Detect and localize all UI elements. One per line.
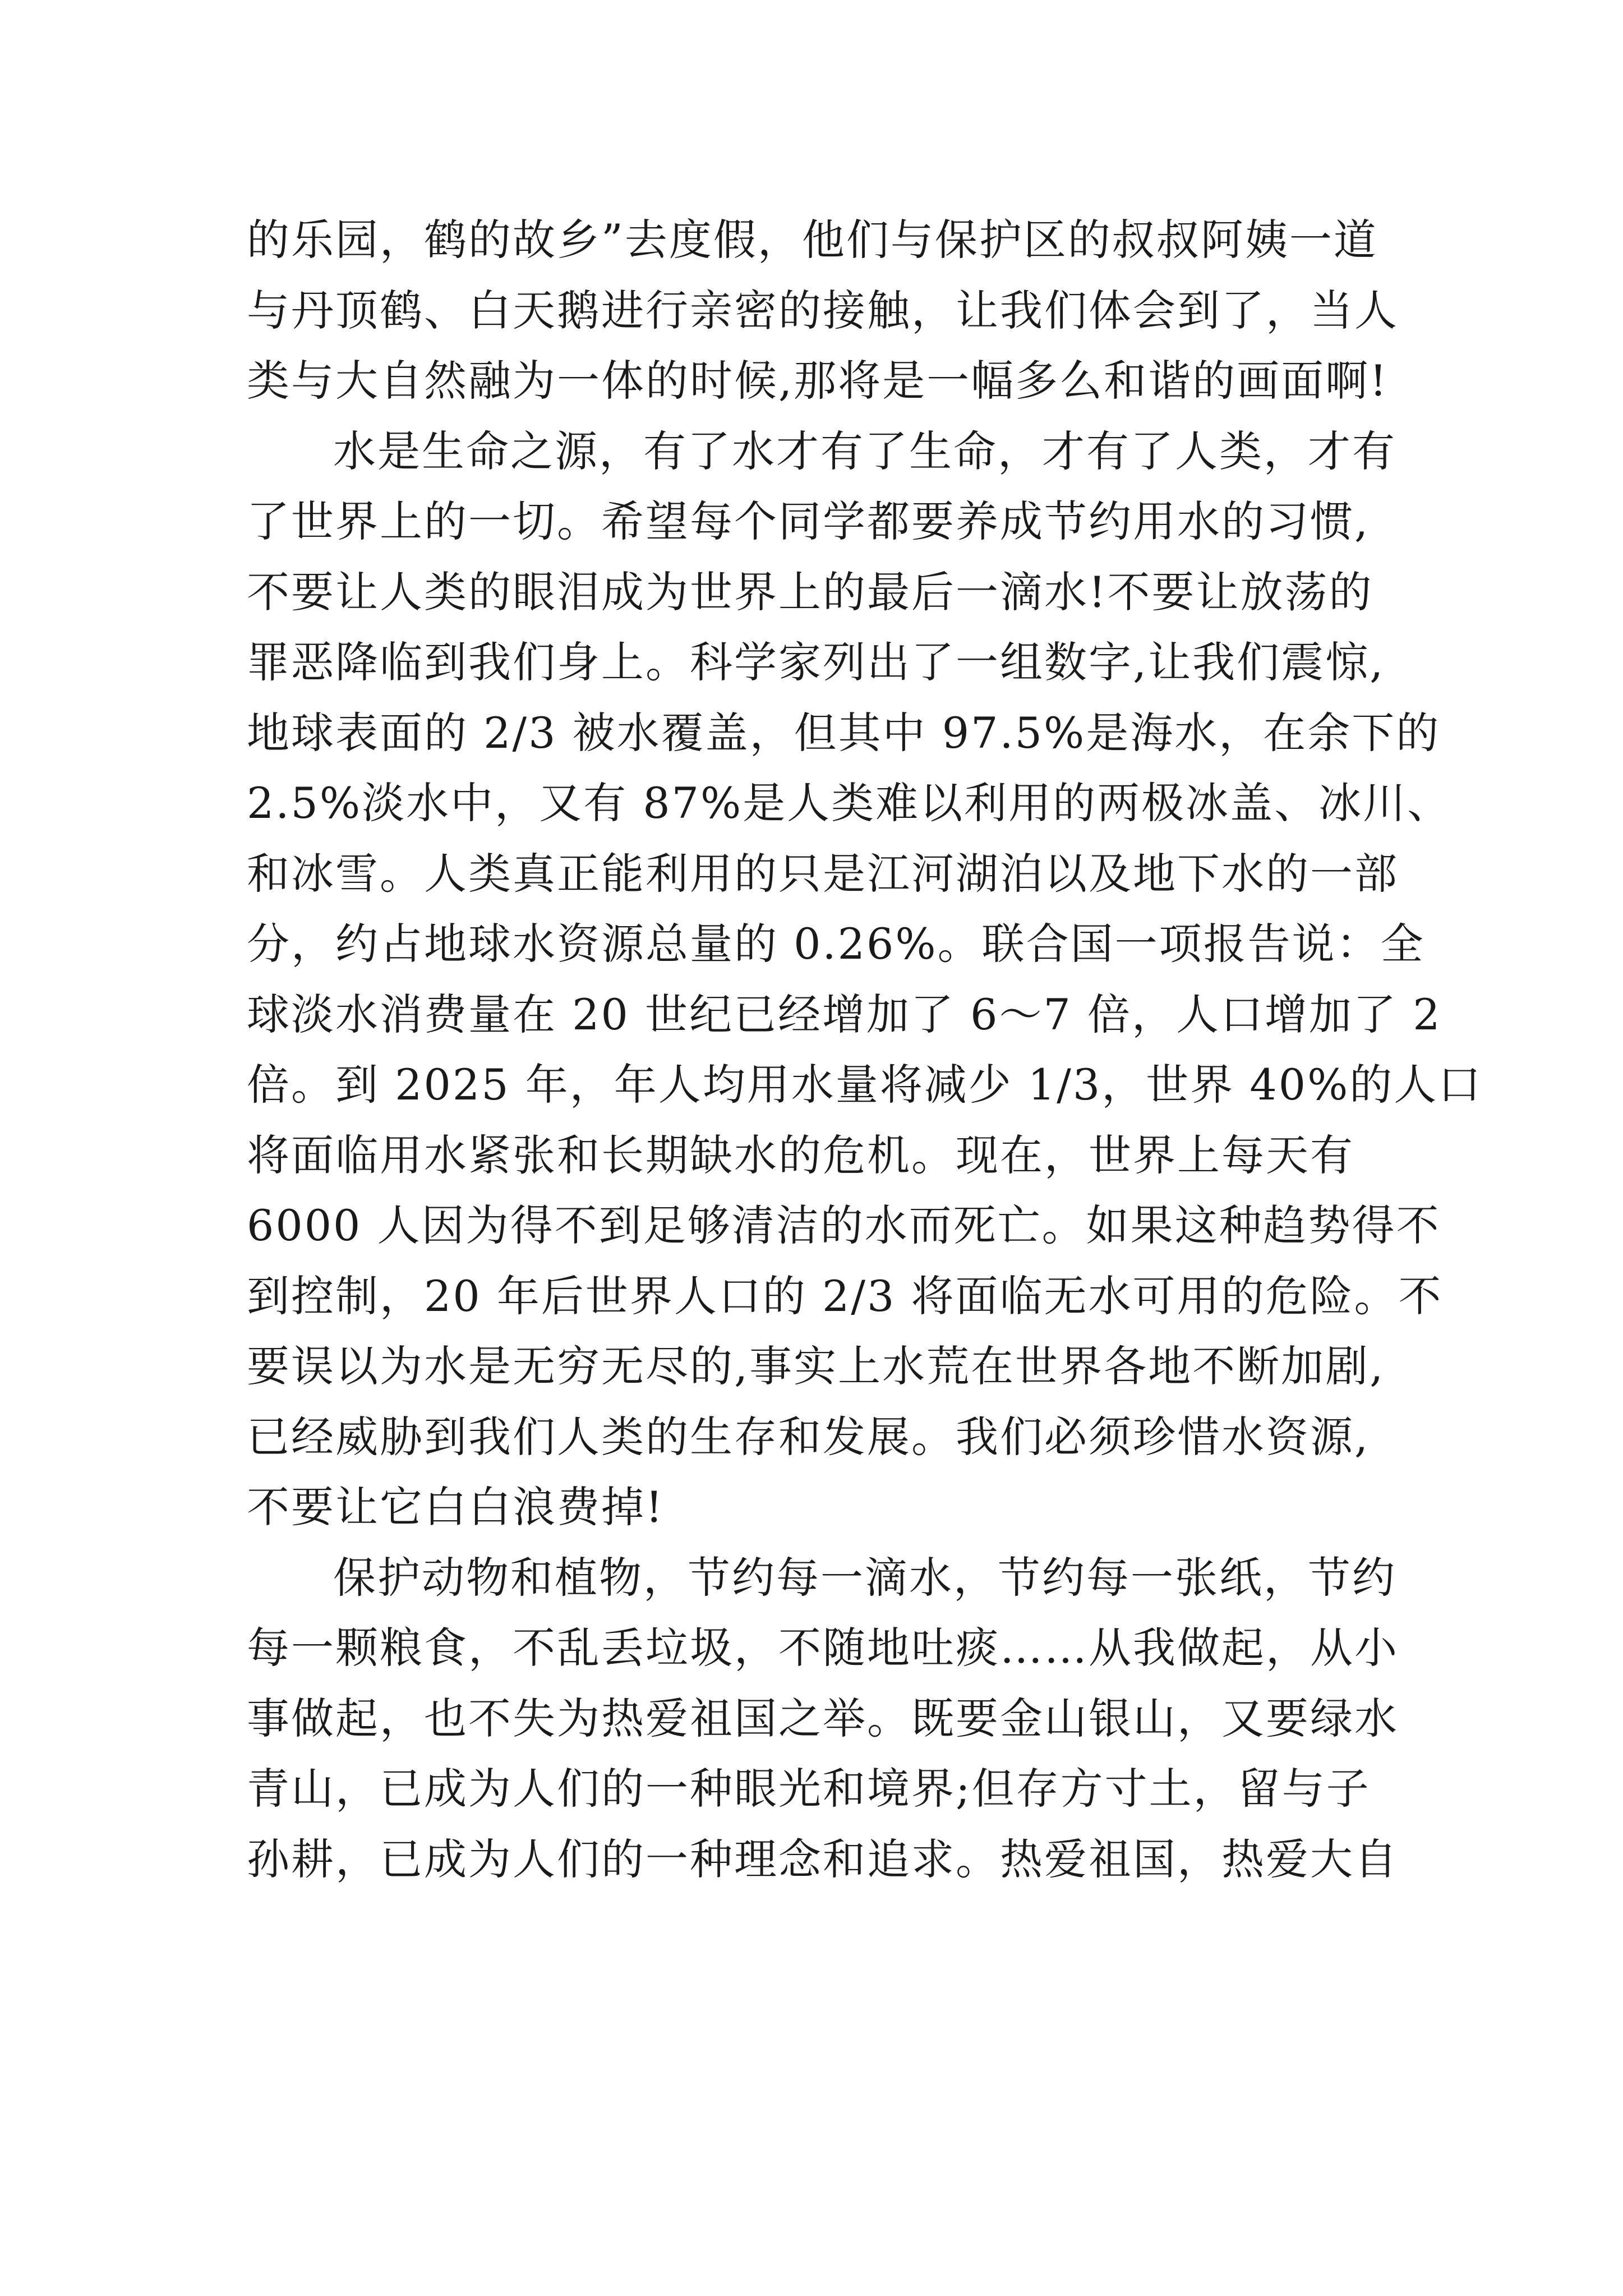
text-line: 青山，已成为人们的一种眼光和境界;但存方寸土，留与子 bbox=[247, 1764, 1371, 1814]
text-line: 2.5%淡水中，又有 87%是人类难以利用的两极冰盖、冰川、 bbox=[247, 778, 1452, 828]
text-line: 6000 人因为得不到足够清洁的水而死亡。如果这种趋势得不 bbox=[247, 1200, 1441, 1250]
text-line: 要误以为水是无穷无尽的,事实上水荒在世界各地不断加剧, bbox=[247, 1341, 1385, 1391]
text-line: 类与大自然融为一体的时候,那将是一幅多么和谐的画面啊! bbox=[247, 356, 1389, 406]
text-line: 孙耕，已成为人们的一种理念和追求。热爱祖国，热爱大自 bbox=[247, 1834, 1399, 1884]
paragraph-3 bbox=[247, 1543, 1399, 1895]
text-line: 不要让人类的眼泪成为世界上的最后一滴水!不要让放荡的 bbox=[247, 567, 1373, 617]
text-line: 已经威胁到我们人类的生存和发展。我们必须珍惜水资源, bbox=[247, 1411, 1370, 1462]
text-line: 保护动物和植物，节约每一滴水，节约每一张纸，节约 bbox=[333, 1552, 1396, 1603]
text-line: 水是生命之源，有了水才有了生命，才有了人类，才有 bbox=[333, 426, 1396, 476]
text-line: 与丹顶鹤、白天鹅进行亲密的接触，让我们体会到了，当人 bbox=[247, 285, 1399, 335]
text-line: 球淡水消费量在 20 世纪已经增加了 6～7 倍，人口增加了 2 bbox=[247, 989, 1442, 1039]
text-line: 和冰雪。人类真正能利用的只是江河湖泊以及地下水的一部 bbox=[247, 848, 1399, 899]
body-text bbox=[247, 205, 1483, 1894]
text-line: 到控制，20 年后世界人口的 2/3 将面临无水可用的危险。不 bbox=[247, 1271, 1443, 1321]
text-line: 事做起，也不失为热爱祖国之举。既要金山银山，又要绿水 bbox=[247, 1693, 1399, 1743]
paragraph-2 bbox=[247, 416, 1483, 1543]
text-line: 罪恶降临到我们身上。科学家列出了一组数字,让我们震惊, bbox=[247, 637, 1385, 687]
text-line: 的乐园，鹤的故乡”去度假，他们与保护区的叔叔阿姨一道 bbox=[247, 215, 1378, 265]
text-line: 不要让它白白浪费掉! bbox=[247, 1482, 665, 1532]
text-line: 分，约占地球水资源总量的 0.26%。联合国一项报告说：全 bbox=[247, 919, 1425, 969]
text-line: 地球表面的 2/3 被水覆盖，但其中 97.5%是海水，在余下的 bbox=[247, 707, 1441, 758]
paragraph-1 bbox=[247, 205, 1399, 416]
text-line: 将面临用水紧张和长期缺水的危机。现在，世界上每天有 bbox=[247, 1130, 1354, 1180]
text-line: 了世界上的一切。希望每个同学都要养成节约用水的习惯, bbox=[247, 496, 1370, 546]
text-line: 每一颗粮食，不乱丢垃圾，不随地吐痰……从我做起，从小 bbox=[247, 1623, 1399, 1673]
text-line: 倍。到 2025 年，年人均用水量将减少 1/3，世界 40%的人口 bbox=[247, 1060, 1483, 1110]
